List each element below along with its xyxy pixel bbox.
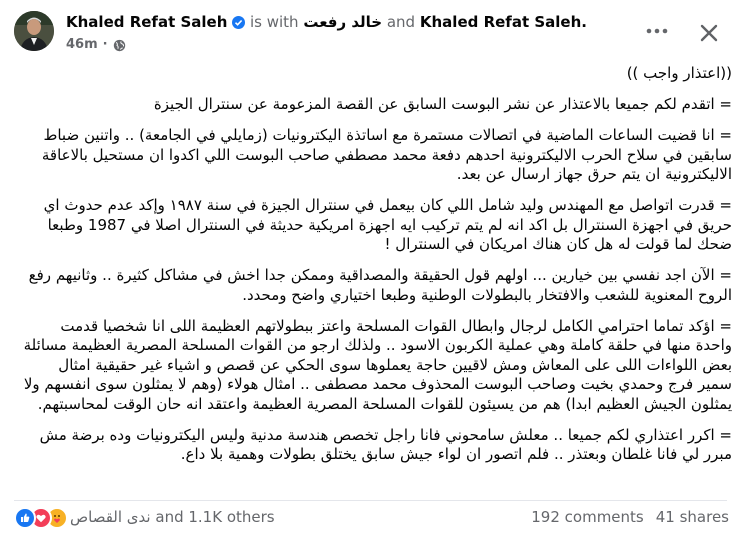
- verified-badge-icon: [232, 13, 245, 35]
- author-name[interactable]: Khaled Refat Saleh: [66, 13, 228, 31]
- close-button[interactable]: [695, 19, 723, 47]
- post-paragraph: = اكرر اعتذاري لكم جميعا .. معلش سامحوني فانا راجل تخصص هندسة مدنية وليس اليكترونيات وده برضة مش مبرر لي فانا غلطان وبعتذر .. فلم اتصور ان لواء جيش سابق يختلق بطولات وهمية بلا داع.: [39, 425, 732, 463]
- post-meta: [66, 36, 126, 54]
- post-paragraph: = الآن اجد نفسي بين خيارين ... اولهم قول الحقيقة والمصداقية وممكن جدا اخش في مشاكل كثيرة .. وثانيهم رفع الروح المعنوية للشعب والافتخار بالبطولات الوطنية وطبعا اختياري واضح ومحدد.: [28, 266, 732, 304]
- is-with-text: is with: [249, 13, 299, 31]
- avatar[interactable]: [14, 11, 54, 51]
- more-options-button[interactable]: [645, 21, 669, 41]
- post-header: [0, 0, 741, 66]
- divider: [14, 500, 727, 501]
- shares-count[interactable]: 41 shares: [655, 508, 729, 526]
- post-stats: [531, 508, 729, 526]
- ellipsis-icon: [645, 21, 669, 41]
- and-text: and: [386, 13, 416, 31]
- post-footer: [0, 503, 741, 533]
- tagged-person-1[interactable]: خالد رفعت: [303, 13, 383, 31]
- post-paragraph: = انا قضيت الساعات الماضية في اتصالات مستمرة مع اساتذة اليكترونيات (زمايلي في الجامعة) .. واتنين ضباط سابقين في سلاح الحرب الاليكترونية احدهم دفعة محمد مصطفي صاحب البوست اللي اكدوا ان مستحيل بالاعاقة الاليكترونية ان يتم حرق جهاز ارسال عن بعد.: [41, 126, 732, 183]
- post-paragraph: = اتقدم لكم جميعا بالاعتذار عن نشر البوست السابق عن القصة المزعومة عن سنترال الجيزة: [153, 95, 732, 113]
- post-paragraph: = اؤكد تماما احترامي الكامل لرجال وابطال القوات المسلحة واعتز ببطولاتهم العظيمة اللى انا شخصيا قدمت واحدة منها في حلقة كاملة وهي عملية الكربون الاسود .. ولذلك ارجو من القوات المسلحة المصرية العظيمة مسائلة بعض اللواءات اللى على المعاش ومش لاقيين حاجة يعملوها سوى الحكي عن قصص و اشياء غير حقيقية امثال سمير فرج وحمدي بخيت وصاحب البوست المحذوف محمد مصطفى .. امثال هولاء (وهم لا يمثلون سوى انفسهم ولا يمثلون الجيش العظيم ابدا) هم من يسيئون للقوات المسلحة المصرية العظيمة واعتقد انه حان الوقت لمحاسبتهم.: [23, 316, 732, 413]
- close-icon: [695, 19, 723, 47]
- comments-count[interactable]: 192 comments: [531, 508, 644, 526]
- post-paragraph-title: ((اعتذار واجب )): [626, 64, 732, 82]
- globe-icon: [113, 39, 126, 52]
- dot-separator: ·: [102, 37, 108, 52]
- reaction-names[interactable]: ندى القصاص and 1.1K others: [70, 508, 275, 526]
- post-body: [20, 64, 732, 476]
- post-time[interactable]: 46m: [66, 37, 98, 52]
- author-line: [66, 11, 587, 35]
- profile-photo: [14, 11, 54, 51]
- tagged-person-2[interactable]: Khaled Refat Saleh.: [419, 13, 587, 31]
- post-paragraph: = قدرت اتواصل مع المهندس وليد شامل اللي كان بيعمل في سنترال الجيزة في سنة ١٩٨٧ وإكد عدم حدوث اي حريق في اجهزة السنترال بل اكد انه لم يتم تركيب ايه اجهزة امريكية حديثة في السنترال اصلا في 1987 وطبعا ضحك لما قولت له هل كان هناك امريكان في السنترال !: [43, 196, 732, 253]
- like-icon[interactable]: [14, 507, 36, 529]
